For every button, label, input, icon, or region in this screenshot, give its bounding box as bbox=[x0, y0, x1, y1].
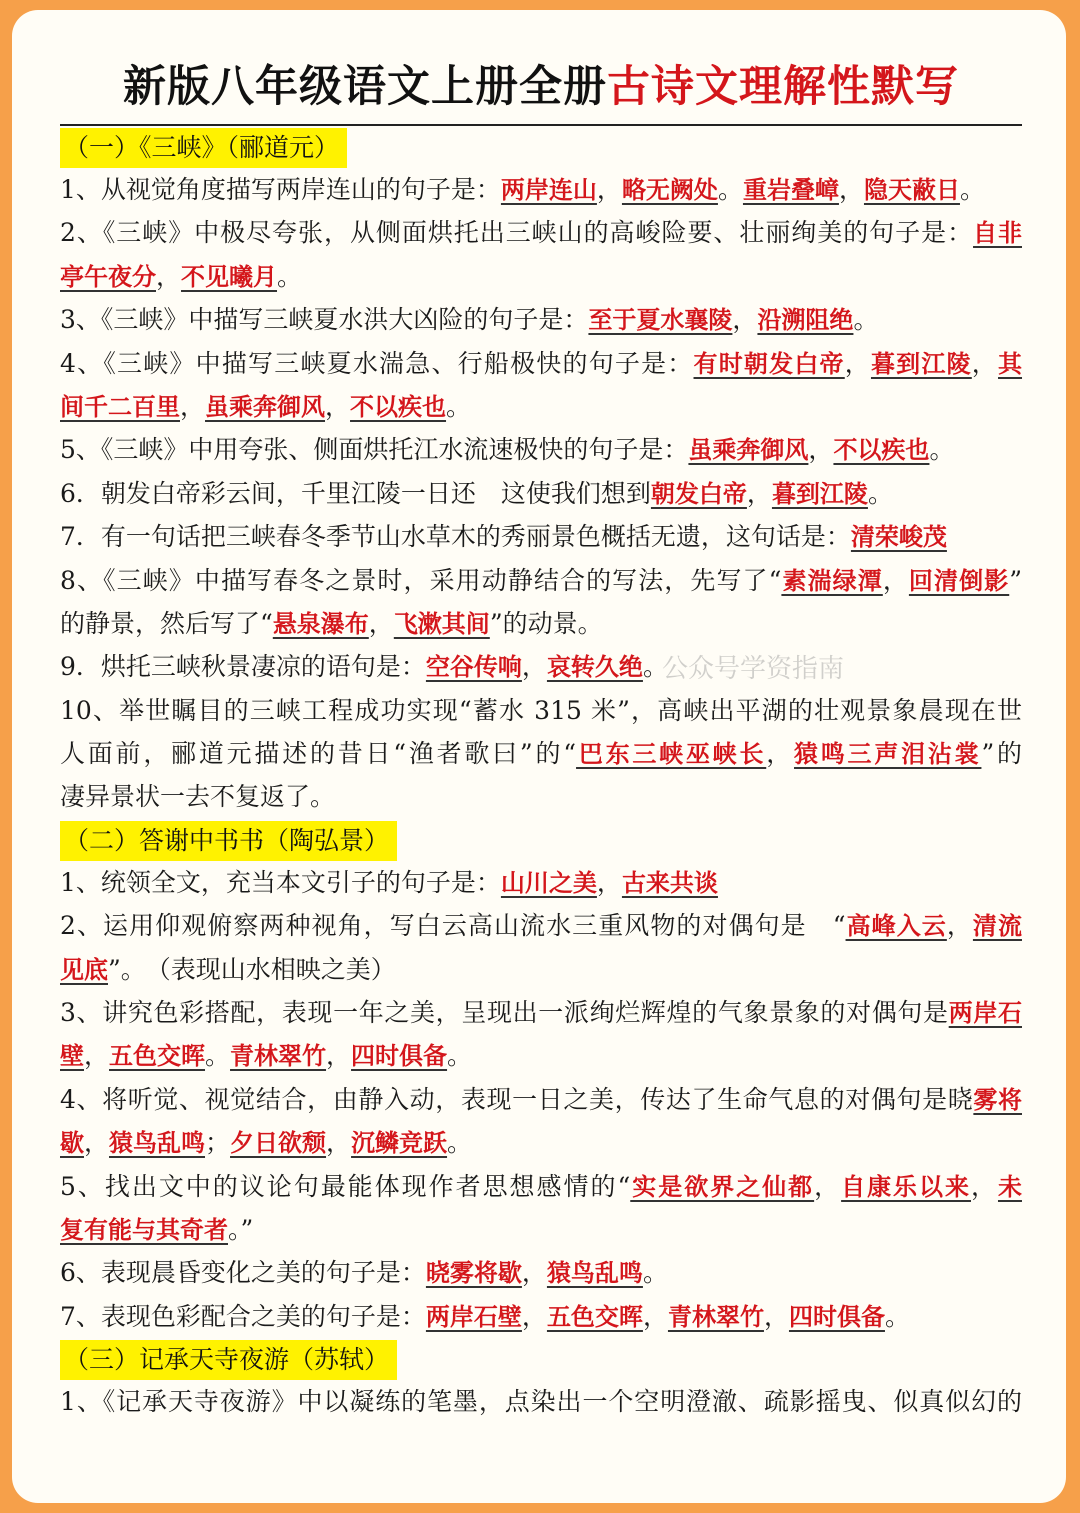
question-text: 1、《记承天寺夜游》中以凝练的笔墨，点染出一个空明澄澈、疏影摇曳、似真似幻的 bbox=[60, 1387, 1022, 1417]
answer-text: 其 bbox=[998, 349, 1023, 378]
answer-text: 悬泉瀑布 bbox=[272, 609, 369, 638]
answer-text: 朝发白帝 bbox=[650, 479, 747, 508]
answer-text: 回清倒影 bbox=[908, 566, 1010, 595]
question-text: 。 bbox=[642, 652, 668, 682]
question-text: ； bbox=[205, 1128, 231, 1158]
text-line bbox=[60, 168, 1022, 211]
question-text: ， bbox=[84, 1128, 110, 1158]
answer-text: 青林翠竹 bbox=[667, 1302, 764, 1331]
answer-text: 略无阙处 bbox=[621, 176, 718, 204]
question-text: 。 bbox=[929, 435, 955, 465]
question-text: ， bbox=[326, 1128, 352, 1158]
question-text: ， bbox=[521, 1301, 547, 1331]
text-line bbox=[60, 775, 1022, 818]
answer-text: 四时俱备 bbox=[351, 1042, 448, 1071]
text-line bbox=[60, 1380, 1022, 1423]
watermark: 公众号学资指南 bbox=[662, 654, 845, 684]
answer-text: 清流 bbox=[972, 912, 1022, 941]
question-text: ， bbox=[838, 175, 864, 204]
question-text: ， bbox=[746, 478, 772, 508]
question-text: 的静景，然后写了“ bbox=[60, 608, 273, 638]
question-text: ， bbox=[596, 175, 622, 204]
question-text: 4、将听觉、视觉结合，由静入动，表现一日之美，传达了生命气息的对偶句是晓 bbox=[60, 1084, 974, 1114]
text-line bbox=[60, 645, 1022, 688]
text-line bbox=[60, 255, 1022, 298]
content bbox=[60, 126, 1022, 1424]
question-text: ， bbox=[84, 1041, 110, 1071]
question-text: ， bbox=[808, 435, 834, 465]
question-text: 。 bbox=[959, 175, 985, 204]
answer-text: 青林翠竹 bbox=[230, 1042, 327, 1071]
question-text: 。 bbox=[717, 175, 743, 204]
answer-text: 亭午夜分 bbox=[60, 262, 156, 291]
answer-text: 重岩叠嶂 bbox=[742, 176, 839, 204]
question-text: ， bbox=[596, 867, 622, 897]
text-line bbox=[60, 602, 1022, 645]
question-text: ， bbox=[882, 565, 909, 595]
question-text: 3、讲究色彩搭配，表现一年之美，呈现出一派绚烂辉煌的气象景象的对偶句是 bbox=[60, 998, 949, 1028]
answer-text: 沿溯阻绝 bbox=[757, 306, 854, 335]
text-line bbox=[60, 1295, 1022, 1338]
answer-text: 自康乐以来 bbox=[841, 1172, 971, 1201]
question-text: 2、《三峡》中极尽夸张，从侧面烘托出三峡山的高峻险要、壮丽绚美的句子是： bbox=[60, 218, 974, 248]
answer-text: 两岸连山 bbox=[500, 176, 597, 204]
section-heading: （二）答谢中书书（陶弘景） bbox=[60, 821, 397, 861]
question-text: 。 bbox=[446, 391, 472, 421]
question-text: ， bbox=[971, 348, 999, 378]
text-line bbox=[60, 342, 1022, 385]
text-line bbox=[60, 515, 1022, 558]
answer-text: 夕日欲颓 bbox=[230, 1129, 327, 1158]
question-text: 5、《三峡》中用夸张、侧面烘托江水流速极快的句子是： bbox=[60, 435, 689, 465]
question-text: ， bbox=[326, 1041, 352, 1071]
answer-text: 素湍绿潭 bbox=[781, 566, 883, 595]
question-text: 5、找出文中的议论句最能体现作者思想感情的“ bbox=[60, 1171, 631, 1201]
question-text: ， bbox=[325, 391, 351, 421]
answer-text: 猿鸟乱鸣 bbox=[546, 1259, 643, 1288]
question-text: 2、运用仰观俯察两种视角，写白云高山流水三重风物的对偶句是 “ bbox=[60, 911, 846, 941]
question-text: 。 bbox=[277, 261, 303, 291]
question-text: ， bbox=[766, 739, 795, 769]
text-line bbox=[60, 689, 1022, 732]
answer-text: 间千二百里 bbox=[60, 392, 180, 421]
answer-text: 不见曦月 bbox=[181, 262, 278, 291]
answer-text: 古来共谈 bbox=[621, 868, 718, 897]
text-line bbox=[60, 298, 1022, 341]
answer-text: 歇 bbox=[60, 1129, 84, 1158]
answer-text: 四时俱备 bbox=[788, 1302, 885, 1331]
question-text: ”的动景。 bbox=[489, 608, 603, 638]
question-text: ， bbox=[521, 1258, 547, 1288]
text-line bbox=[60, 948, 1022, 991]
question-text: 7、表现色彩配合之美的句子是： bbox=[60, 1301, 426, 1331]
question-text: 。 bbox=[884, 1301, 910, 1331]
answer-text: 猿鸟乱鸣 bbox=[109, 1129, 206, 1158]
question-text: 6、表现晨昏变化之美的句子是： bbox=[60, 1258, 426, 1288]
text-line bbox=[60, 1165, 1022, 1208]
answer-text: 晓雾将歇 bbox=[425, 1259, 522, 1288]
question-text: 3、《三峡》中描写三峡夏水洪大凶险的句子是： bbox=[60, 305, 589, 335]
answer-text: 壁 bbox=[60, 1042, 84, 1071]
answer-text: 不以疾也 bbox=[350, 392, 447, 421]
answer-text: 不以疾也 bbox=[833, 436, 930, 465]
question-text: 9．烘托三峡秋景凄凉的语句是： bbox=[60, 652, 426, 682]
answer-text: 有时朝发白帝 bbox=[693, 349, 845, 378]
answer-text: 沉鳞竞跃 bbox=[351, 1129, 448, 1158]
document-body bbox=[60, 10, 1022, 1424]
question-text: ， bbox=[971, 1171, 998, 1201]
question-text: ， bbox=[763, 1301, 789, 1331]
answer-text: 虽乘奔御风 bbox=[688, 436, 809, 465]
answer-text: 未 bbox=[997, 1172, 1022, 1201]
section-heading: （一）《三峡》（郦道元） bbox=[60, 128, 347, 168]
question-text: ， bbox=[156, 261, 182, 291]
question-text: 。 bbox=[447, 1128, 473, 1158]
text-line bbox=[60, 1208, 1022, 1251]
question-text: 。 bbox=[853, 305, 879, 335]
answer-text: 飞漱其间 bbox=[393, 609, 490, 638]
answer-text: 巴东三峡巫峡长 bbox=[576, 740, 767, 769]
text-line bbox=[60, 732, 1022, 775]
answer-text: 自非 bbox=[973, 219, 1022, 248]
document-page bbox=[12, 10, 1066, 1503]
answer-text: 实是欲界之仙都 bbox=[630, 1172, 815, 1201]
answer-text: 暮到江陵 bbox=[870, 349, 972, 378]
question-text: 凄异景状一去不复返了。 bbox=[60, 782, 336, 812]
text-line bbox=[60, 1034, 1022, 1077]
title-black: 新版八年级语文上册全册 bbox=[123, 62, 607, 112]
text-line bbox=[60, 861, 1022, 904]
answer-text: 猿鸣三声泪沾裳 bbox=[794, 740, 982, 769]
question-text: ”。 （表现山水相映之美） bbox=[108, 954, 396, 984]
answer-text: 至于夏水襄陵 bbox=[588, 306, 733, 335]
question-text: 1、从视觉角度描写两岸连山的句子是： bbox=[60, 175, 501, 204]
answer-text: 暮到江陵 bbox=[771, 479, 868, 508]
question-text: 人面前，郦道元描述的昔日“渔者歌曰”的“ bbox=[60, 739, 577, 769]
text-line bbox=[60, 472, 1022, 515]
answer-text: 复有能与其奇者 bbox=[60, 1215, 228, 1244]
question-text: 。” bbox=[228, 1214, 254, 1244]
question-text: 7．有一句话把三峡春冬季节山水草木的秀丽景色概括无遗，这句话是： bbox=[60, 522, 851, 552]
section-heading: （三）记承天寺夜游（苏轼） bbox=[60, 1340, 397, 1380]
answer-text: 高峰入云 bbox=[845, 912, 947, 941]
answer-text: 见底 bbox=[60, 955, 108, 984]
question-text: ， bbox=[642, 1301, 668, 1331]
question-text: ” bbox=[1009, 565, 1023, 595]
question-text: 6．朝发白帝彩云间，千里江陵一日还 这使我们想到 bbox=[60, 478, 651, 508]
text-line bbox=[60, 1078, 1022, 1121]
question-text: ， bbox=[946, 911, 973, 941]
answer-text: 哀转久绝 bbox=[546, 653, 643, 682]
question-text: 1、统领全文，充当本文引子的句子是： bbox=[60, 867, 501, 897]
text-line bbox=[60, 428, 1022, 471]
page-title bbox=[60, 58, 1022, 116]
answer-text: 两岸石 bbox=[948, 999, 1022, 1028]
answer-text: 山川之美 bbox=[500, 868, 597, 897]
question-text: ， bbox=[844, 348, 871, 378]
text-line bbox=[60, 991, 1022, 1034]
answer-text: 两岸石壁 bbox=[425, 1302, 522, 1331]
question-text: 8、《三峡》中描写春冬之景时，采用动静结合的写法，先写了“ bbox=[60, 565, 782, 595]
title-red: 古诗文理解性默写 bbox=[607, 62, 959, 112]
question-text: 。 bbox=[205, 1041, 231, 1071]
question-text: ， bbox=[521, 652, 547, 682]
question-text: 。 bbox=[867, 478, 893, 508]
question-text: ， bbox=[368, 608, 394, 638]
question-text: ， bbox=[814, 1171, 842, 1201]
text-line bbox=[60, 559, 1022, 602]
question-text: 。 bbox=[447, 1041, 473, 1071]
question-text: ”的 bbox=[981, 739, 1022, 769]
answer-text: 清荣峻茂 bbox=[850, 523, 947, 552]
question-text: ， bbox=[180, 391, 206, 421]
question-text: 10、举世瞩目的三峡工程成功实现“蓄水 315 米”，高峡出平湖的壮观景象晨现在世 bbox=[60, 695, 1022, 725]
question-text: 4、《三峡》中描写三峡夏水湍急、行船极快的句子是： bbox=[60, 348, 694, 378]
answer-text: 雾将 bbox=[973, 1085, 1022, 1114]
text-line bbox=[60, 1121, 1022, 1164]
text-line bbox=[60, 385, 1022, 428]
answer-text: 五色交晖 bbox=[109, 1042, 206, 1071]
text-line bbox=[60, 211, 1022, 254]
answer-text: 空谷传响 bbox=[425, 653, 522, 682]
question-text: 。 bbox=[642, 1258, 668, 1288]
question-text: ， bbox=[732, 305, 758, 335]
answer-text: 隐天蔽日 bbox=[863, 176, 960, 204]
text-line bbox=[60, 1251, 1022, 1294]
text-line bbox=[60, 904, 1022, 947]
answer-text: 虽乘奔御风 bbox=[205, 392, 326, 421]
answer-text: 五色交晖 bbox=[546, 1302, 643, 1331]
